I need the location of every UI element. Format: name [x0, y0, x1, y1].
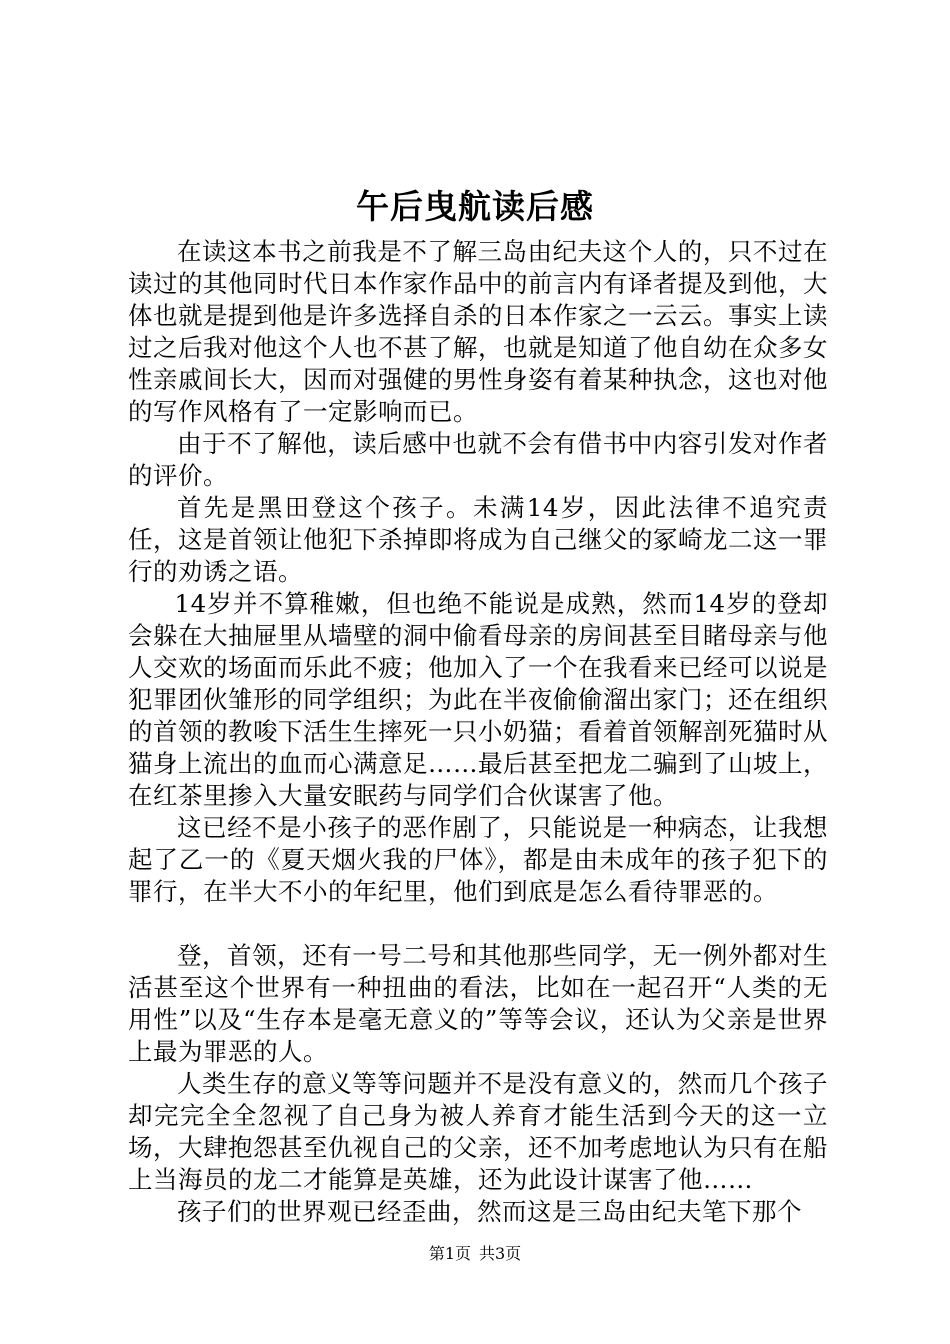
paragraph-worldview: 孩子们的世界观已经歪曲，然而这是三岛由纪夫笔下那个 [177, 1197, 802, 1226]
document-body [128, 236, 828, 1228]
document-title: 午后曳航读后感 [356, 187, 594, 226]
page-footer [0, 1243, 950, 1265]
page-number: 第1页 [428, 1244, 471, 1263]
paragraph-kuroda-noboru: 首先是黑田登这个孩子。未满14岁，因此法律不追究责任，这是首领让他犯下杀掉即将成为自己继父的冢崎龙二这一罪行的劝诱之语。 [128, 493, 828, 586]
paragraph-morbid-state: 这已经不是小孩子的恶作剧了，只能说是一种病态，让我想起了乙一的《夏天烟火我的尸体》，都是由未成年的孩子犯下的罪行，在半大不小的年纪里，他们到底是怎么看待罪恶的。 [128, 813, 828, 906]
paragraph-no-author-review: 由于不了解他，读后感中也就不会有借书中内容引发对作者的评价。 [128, 429, 828, 490]
paragraph-intro: 在读这本书之前我是不了解三岛由纪夫这个人的，只不过在读过的其他同时代日本作家作品中的前言内有译者提及到他，大体也就是提到他是许多选择自杀的日本作家之一云云。事实上读过之后我对他这个人也不甚了解，也就是知道了他自幼在众多女性亲戚间长大，因而对强健的男性身姿有着某种执念，这也对他的写作风格有了一定影响而已。 [128, 237, 828, 426]
paragraph-distorted-views: 登，首领，还有一号二号和其他那些同学，无一例外都对生活甚至这个世界有一种扭曲的看法，比如在一起召开“人类的无用性”以及“生存本是毫无意义的”等等会议，还认为父亲是世界上最为罪恶的人。 [128, 941, 828, 1066]
paragraph-meaning-of-life: 人类生存的意义等等问题并不是没有意义的，然而几个孩子却完完全全忽视了自己身为被人养育才能生活到今天的这一立场，大肆抱怨甚至仇视自己的父亲，还不加考虑地认为只有在船上当海员的龙二才能算是英雄，还为此设计谋害了他…… [128, 1069, 828, 1194]
page-total: 共3页 [479, 1244, 522, 1263]
paragraph-age-fourteen: 14岁并不算稚嫩，但也绝不能说是成熟，然而14岁的登却会躲在大抽屉里从墙壁的洞中偷看母亲的房间甚至目睹母亲与他人交欢的场面而乐此不疲；他加入了一个在我看来已经可以说是犯罪团伙雏形的同学组织；为此在半夜偷偷溜出家门；还在组织的首领的教唆下活生生摔死一只小奶猫；看着首领解剖死猫时从猫身上流出的血而心满意足……最后甚至把龙二骗到了山坡上，在红茶里掺入大量安眠药与同学们合伙谋害了他。 [128, 589, 828, 810]
